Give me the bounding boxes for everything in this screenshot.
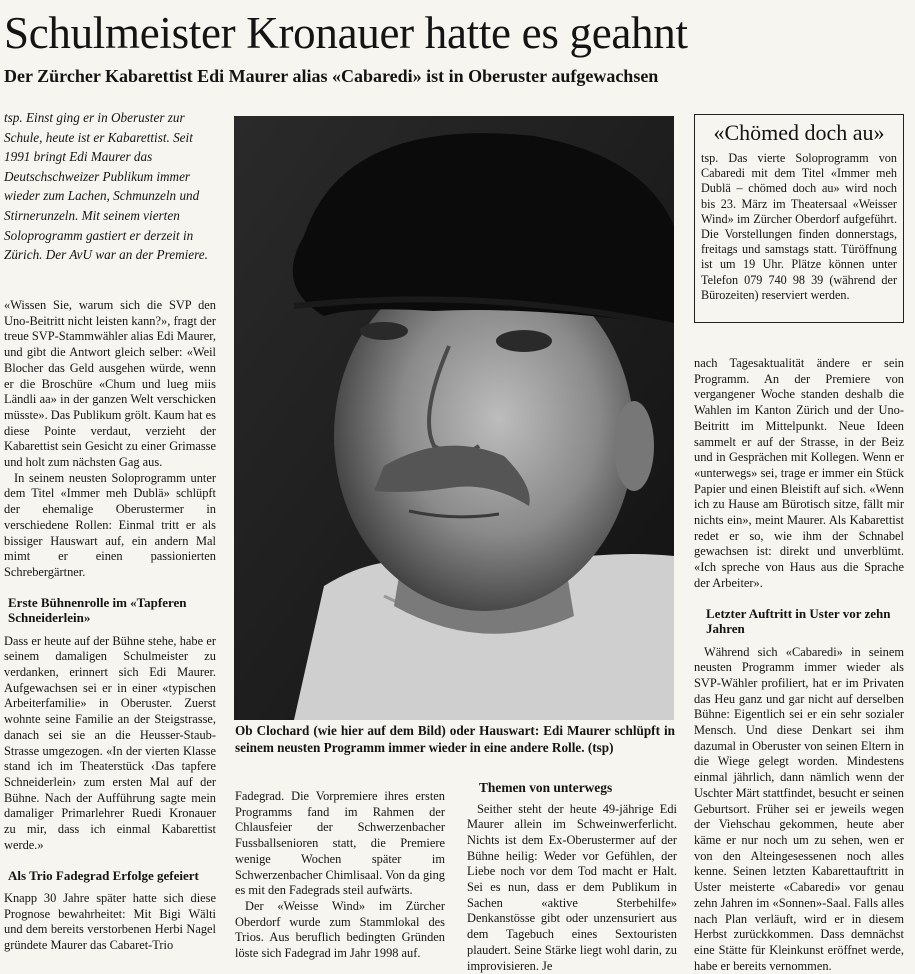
paragraph: Fadegrad. Die Vorpremiere ihres ersten Programms fand im Rahmen der Chlausfeier der Schwerzenbacher Fussballsenioren statt, die Premiere wenige Wochen später im Schwerzenbacher Chimlisaal. Von da ging es mit den Fadegrads steil aufwärts. bbox=[235, 789, 445, 899]
paragraph: Dass er heute auf der Bühne stehe, habe er seinem damaligen Schulmeister zu verdanken, erinnert sich Edi Maurer. Aufgewachsen sei er in einer «typischen Arbeiterfamilie» in Oberuster. Zuerst wohnte seine Familie an der Steigstrasse, danach sei sie an die Heusser-Staub-Strasse umgezogen. «In der vierten Klasse stand ich im Theaterstück ‹Das tapfere Schneiderlein› zum ersten Mal auf der Bühne. Nach der Aufführung sagte mein damaliger Primarlehrer Ruedi Kronauer zu mir, dass ich einmal Kabarettist werde.» bbox=[4, 634, 216, 854]
paragraph: nach Tagesaktualität ändere er sein Programm. An der Premiere von vergangener Woche standen deshalb die Wahlen im Kanton Zürich und der Uno-Beitritt im Mittelpunkt. Neue Ideen sammelt er auf der Strasse, in der Beiz und in Gesprächen mit Kollegen. Wenn er «unterwegs» sei, trage er immer ein Stück Papier und einen Bleistift auf sich. «Wenn ich zu Hause am Bürotisch sitze, fällt mir nichts ein», meint Maurer. Als Kabarettist redet er so, wie ihm der Schnabel gewachsen ist: direkt und unverblümt. «Ich spreche von Haus aus die Sprache der Arbeiter». bbox=[694, 356, 904, 592]
info-box bbox=[694, 114, 904, 323]
photo-caption: Ob Clochard (wie hier auf dem Bild) oder Hauswart: Edi Maurer schlüpft in seinem neusten Programm immer wieder in eine andere Rolle. (tsp) bbox=[235, 723, 675, 756]
info-box-title: «Chömed doch au» bbox=[701, 119, 897, 147]
column-3 bbox=[467, 780, 677, 974]
portrait-illustration bbox=[234, 116, 674, 720]
headline: Schulmeister Kronauer hatte es geahnt bbox=[4, 6, 688, 60]
paragraph: In seinem neusten Soloprogramm unter dem Titel «Immer meh Dublä» schlüpft der ehemalige Oberustermer in verschiedene Rollen: Einmal tritt er als bissiger Hauswart auf, ein andern Mal mimt er einen passionierten Schrebergärtner. bbox=[4, 471, 216, 581]
subheadline: Der Zürcher Kabarettist Edi Maurer alias «Cabaredi» ist in Oberuster aufgewachsen bbox=[4, 66, 658, 87]
lead-paragraph bbox=[4, 108, 216, 265]
paragraph: Seither steht der heute 49-jährige Edi Maurer allein im Schweinwerferlicht. Nichts ist dem Ex-Oberustermer auf der Bühne heilig: Weder vor Gefühlen, der Liebe noch vor dem Tod macht er Halt. Sei es nun, dass er dem Publikum in Sachen «aktive Sterbehilfe» Denkanstösse gibt oder unzensuriert aus dem Tagebuch eines Sextouristen plaudert. Seine Stärke liegt wohl darin, zu improvisieren. Je bbox=[467, 802, 677, 974]
paragraph: «Wissen Sie, warum sich die SVP den Uno-Beitritt nicht leisten kann?», fragt der treue SVP-Stammwähler alias Edi Maurer, und gibt die Antwort gleich selber: «Weil Blocher das Geld ausgehen würde, wenn er die Broschüre «Chum und lueg miis Ländli aa» in der ganzen Welt verschicken müsste». Das Publikum grölt. Kaum hat es diese Pointe verdaut, verzieht der Kabarettist sein Gesicht zu einer Grimasse und holt zum nächsten Gag aus. bbox=[4, 298, 216, 471]
section-heading: Als Trio Fadegrad Erfolge gefeiert bbox=[8, 868, 216, 884]
paragraph: Knapp 30 Jahre später hatte sich diese Prognose bewahrheitet: Mit Bigi Wälti und dem bereits verstorbenen Herbi Nagel gründete Maurer das Cabaret-Trio bbox=[4, 891, 216, 954]
section-heading: Themen von unterwegs bbox=[479, 780, 677, 796]
section-heading: Erste Bühnenrolle im «Tapferen Schneiderlein» bbox=[8, 595, 216, 626]
portrait-photo bbox=[234, 116, 674, 720]
column-4 bbox=[694, 356, 904, 974]
column-1 bbox=[4, 298, 216, 954]
paragraph: Während sich «Cabaredi» in seinem neusten Programm immer wieder als SVP-Wähler profiliert, hat er im Privaten das Heu ganz und gar nicht auf derselben Bühne: Eigentlich sei er ein sehr sozialer Mensch. Und diese Denkart sei ihm dazumal in Oberuster von seinen Eltern in die Wiege gelegt worden. Mindestens einmal jährlich, dann nämlich wenn der Uschter Märt stattfindet, besucht er seinen Geburtsort. Früher sei er jeweils wegen der Viehschau gekommen, heute aber käme er nur noch um zu sehen, wen er von den Alteingesessenen noch alles kenne. Seinen letzten Kabarettauftritt in Uster meisterte «Cabaredi» vor genau zehn Jahren im «Sonnen»-Saal. Falls alles nach Plan verläuft, wird er in diesem Herbst zurückkommen. Dass demnächst eine Stätte für Kleinkunst eröffnet werde, habe er bereits vernommen. bbox=[694, 645, 904, 974]
section-heading: Letzter Auftritt in Uster vor zehn Jahren bbox=[706, 606, 904, 637]
lead-text: tsp. Einst ging er in Oberuster zur Schule, heute ist er Kabarettist. Seit 1991 bringt Edi Maurer das Deutschschweizer Publikum immer wieder zum Lachen, Schmunzeln und Stirnerunzeln. Mit seinem vierten Soloprogramm gastiert er derzeit in Zürich. Der AvU war an der Premiere. bbox=[4, 108, 216, 265]
column-2 bbox=[235, 789, 445, 962]
info-box-text: tsp. Das vierte Soloprogramm von Cabaredi mit dem Titel «Immer meh Dublä – chömed doch au» wird noch bis 23. März im Theatersaal «Weisser Wind» im Zürcher Oberdorf aufgeführt. Die Vorstellungen finden donnerstags, freitags und samstags statt. Türöffnung ist um 19 Uhr. Plätze können unter Telefon 079 740 98 39 (während der Bürozeiten) reserviert werden. bbox=[701, 151, 897, 303]
paragraph: Der «Weisse Wind» im Zürcher Oberdorf wurde zum Stammlokal des Trios. Aus beruflich bedingten Gründen löste sich Fadegrad im Jahr 1998 auf. bbox=[235, 899, 445, 962]
